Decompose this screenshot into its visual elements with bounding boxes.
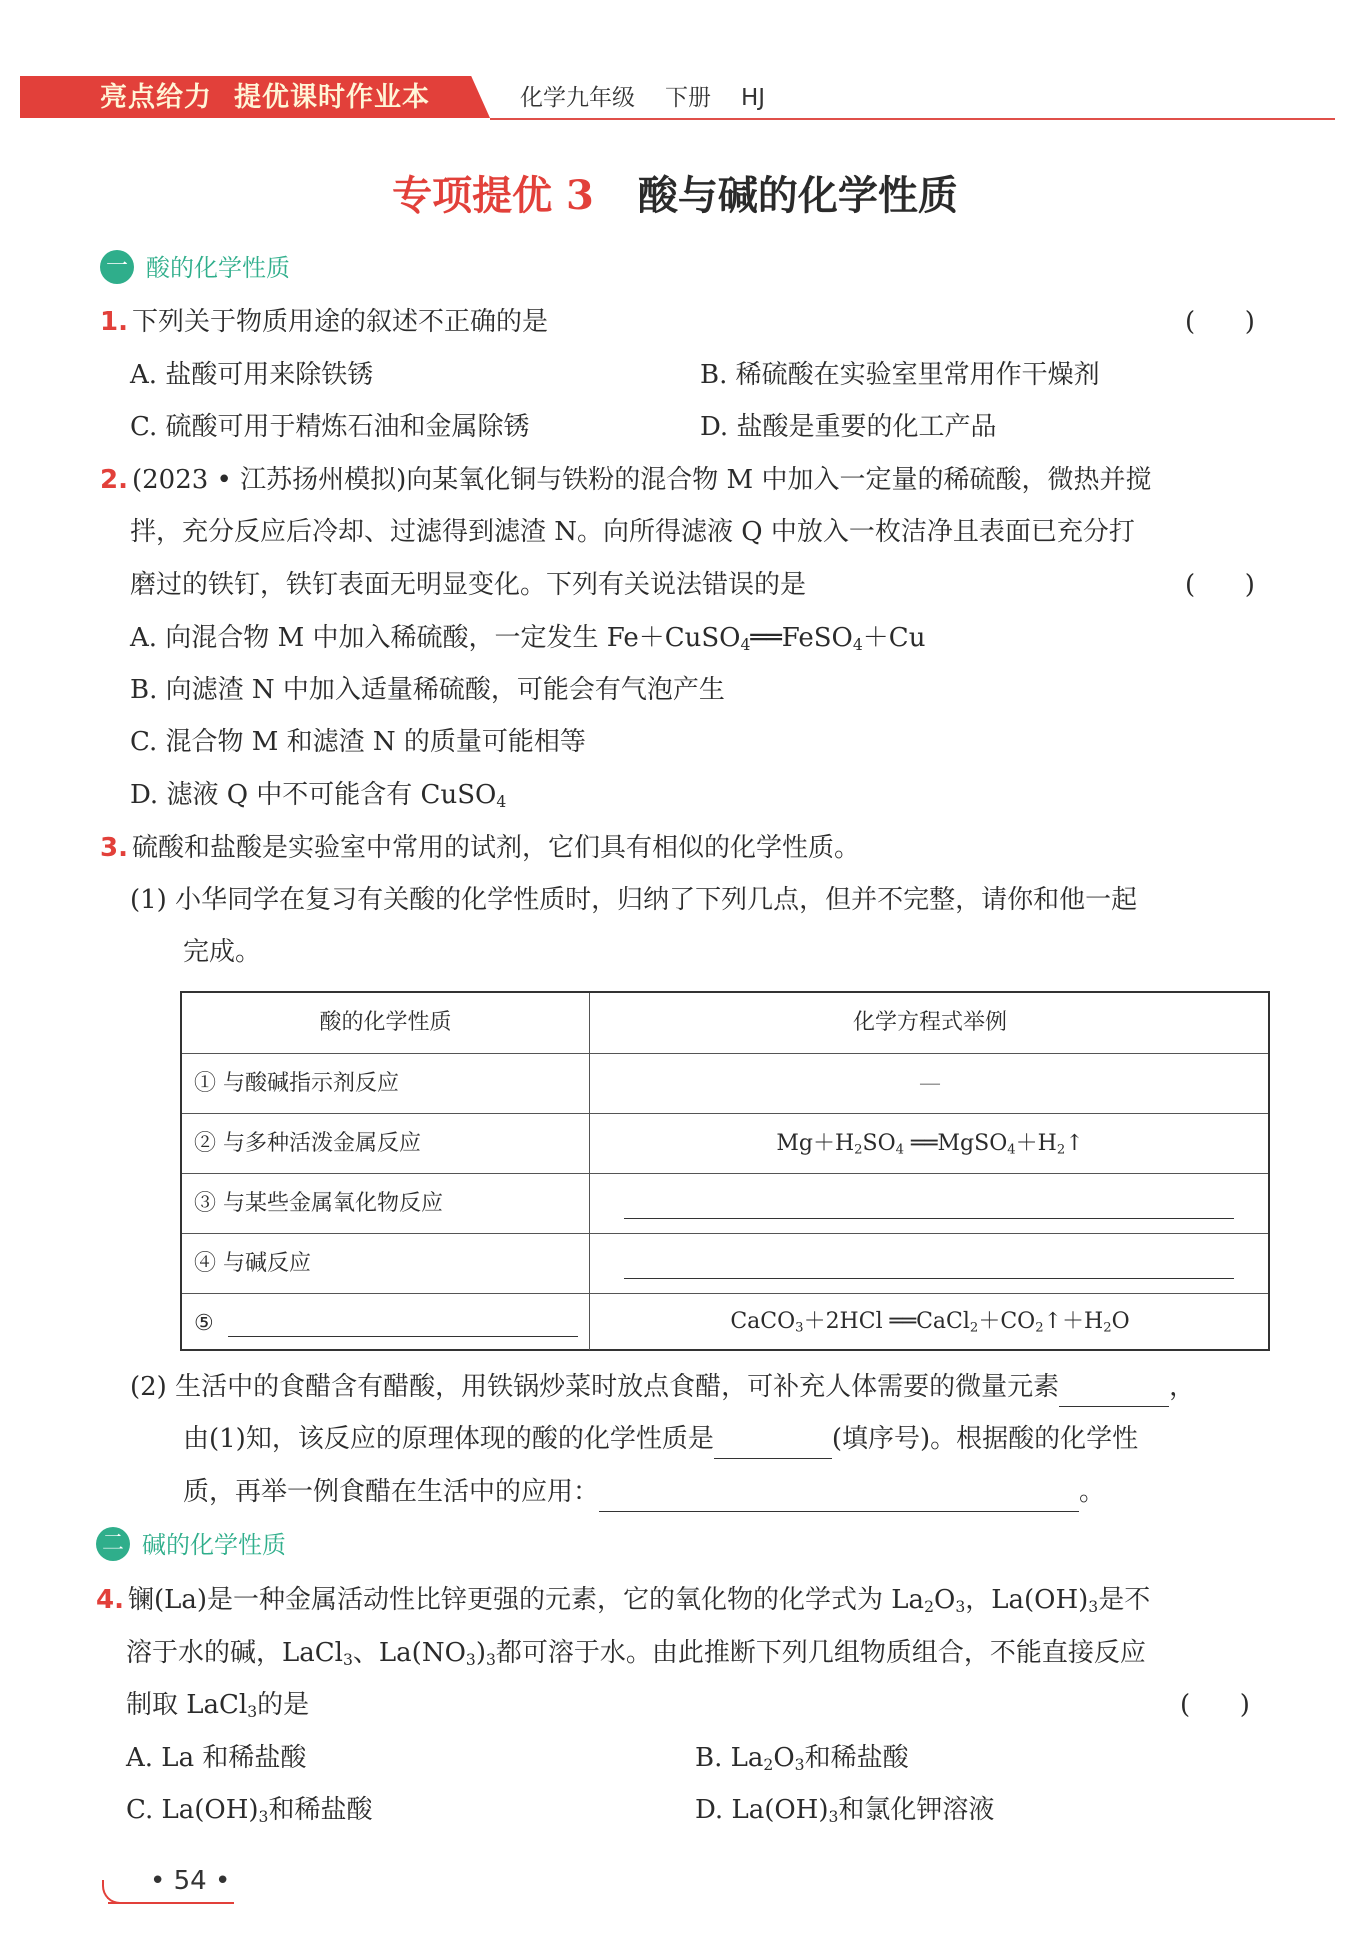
eq-part: O	[1111, 1309, 1130, 1334]
section-heading-acid	[100, 250, 290, 286]
question-1-stem	[100, 302, 548, 342]
page-title	[0, 164, 1350, 221]
page-number: • 54 •	[150, 1866, 231, 1896]
subscript: 2	[924, 1597, 934, 1616]
option-text: O	[773, 1743, 795, 1773]
question-text: (2) 生活中的食醋含有醋酸，用铁锅炒菜时放点食醋，可补充人体需要的微量元素	[130, 1372, 1060, 1402]
section-label: 碱的化学性质	[142, 1531, 286, 1559]
subscript: 3	[828, 1807, 839, 1826]
subscript: 3	[1088, 1597, 1099, 1616]
question-text: 由(1)知，该反应的原理体现的酸的化学性质是	[183, 1424, 714, 1454]
table-cell: ② 与多种活泼金属反应	[182, 1114, 590, 1174]
punctuation: ，	[1169, 1372, 1196, 1402]
acid-properties-table	[180, 991, 1270, 1351]
subscript: 4	[740, 635, 751, 654]
edition-label: HJ	[741, 85, 766, 111]
header-series	[100, 80, 430, 116]
answer-blank[interactable]	[599, 1483, 1079, 1512]
answer-blank[interactable]	[624, 1278, 1234, 1279]
table-header-cell: 化学方程式举例	[852, 1010, 1007, 1035]
book-name: 提优课时作业本	[234, 82, 430, 113]
question-number: 1.	[100, 307, 128, 337]
subject-label: 化学九年级	[520, 85, 635, 111]
eq-part: ＋CO	[978, 1309, 1036, 1334]
page-number-ornament	[102, 1880, 132, 1904]
answer-parenthesis[interactable]: ( )	[1185, 307, 1255, 337]
sub-question-1-line-2: 完成。	[183, 937, 262, 967]
question-text: ，La(OH)	[965, 1585, 1089, 1615]
table-row	[182, 1053, 1268, 1113]
question-text: 下列关于物质用途的叙述不正确的是	[131, 307, 548, 337]
question-text: O	[933, 1585, 956, 1615]
question-number: 4.	[96, 1585, 124, 1615]
option-text: A. 向混合物 M 中加入稀硫酸，一定发生 Fe＋CuSO	[130, 623, 741, 653]
sub-question-2-line-1	[130, 1367, 1195, 1407]
question-2-line-1	[100, 460, 1151, 500]
option-text: ══FeSO	[750, 623, 853, 653]
section-number-badge: 二	[96, 1527, 130, 1561]
question-4-line-3	[126, 1685, 309, 1725]
option-b[interactable]: B. 稀硫酸在实验室里常用作干燥剂	[700, 360, 1100, 390]
question-text: (填序号)。根据酸的化学性	[831, 1424, 1139, 1454]
option-text: D. 滤液 Q 中不可能含有 CuSO	[130, 780, 497, 810]
question-text: (2023 • 江苏扬州模拟)向某氧化铜与铁粉的混合物 M 中加入一定量的稀硫酸，微热并搅	[131, 465, 1152, 495]
question-2-line-2: 拌，充分反应后冷却、过滤得到滤渣 N。向所得滤液 Q 中放入一枚洁净且表面已充分打	[130, 517, 1135, 547]
title-main: 酸与碱的化学性质	[637, 172, 958, 219]
eq-part: SO	[862, 1131, 896, 1156]
subscript: 2	[1056, 1142, 1066, 1158]
section-label: 酸的化学性质	[146, 254, 290, 282]
table-cell-equation	[590, 1114, 1270, 1174]
eq-part: ══MgSO	[904, 1131, 1008, 1156]
sub-question-1-line-1: (1) 小华同学在复习有关酸的化学性质时，归纳了下列几点，但并不完整，请你和他一起	[130, 885, 1138, 915]
table-cell: ① 与酸碱指示剂反应	[182, 1054, 590, 1114]
option-b[interactable]: B. 向滤渣 N 中加入适量稀硫酸，可能会有气泡产生	[130, 675, 725, 705]
question-text: 、La(NO	[352, 1638, 466, 1668]
table-cell: ⑤	[182, 1294, 590, 1350]
subscript: 3	[794, 1755, 805, 1774]
eq-part: ＋2HCl ══CaCl	[803, 1309, 970, 1334]
subscript: 2	[854, 1142, 863, 1158]
subscript: 3	[485, 1650, 496, 1669]
punctuation: 。	[1079, 1477, 1106, 1507]
question-text: 质，再举一例食醋在生活中的应用：	[183, 1477, 600, 1507]
table-row	[182, 1293, 1268, 1349]
question-text: 溶于水的碱，LaCl	[126, 1638, 343, 1668]
table-cell: ④ 与碱反应	[182, 1234, 590, 1294]
subscript: 2	[969, 1320, 979, 1336]
series-name: 亮点给力	[100, 82, 212, 113]
table-header-cell: 酸的化学性质	[182, 993, 590, 1053]
question-number: 2.	[100, 465, 128, 495]
subscript: 3	[465, 1650, 476, 1669]
option-d[interactable]	[695, 1790, 994, 1830]
option-d[interactable]	[130, 775, 506, 815]
header-rule	[490, 118, 1335, 120]
subscript: 3	[247, 1702, 258, 1721]
option-c[interactable]: C. 硫酸可用于精炼石油和金属除锈	[130, 412, 530, 442]
volume-label: 下册	[665, 85, 711, 111]
eq-part: CaCO	[730, 1309, 796, 1334]
question-4-line-1	[96, 1580, 1150, 1620]
question-4-line-2	[126, 1633, 1146, 1673]
question-text: 都可溶于水。由此推断下列几组物质组合，不能直接反应	[495, 1638, 1146, 1668]
option-a[interactable]: A. 盐酸可用来除铁锈	[130, 360, 374, 390]
option-text: ＋Cu	[862, 623, 926, 653]
option-text: B. La	[695, 1743, 764, 1773]
question-text: 镧(La)是一种金属活动性比锌更强的元素，它的氧化物的化学式为 La	[127, 1585, 925, 1615]
subscript: 3	[795, 1320, 804, 1336]
subscript: 2	[1103, 1320, 1112, 1336]
eq-part: Mg＋H	[776, 1131, 855, 1156]
subscript: 3	[955, 1597, 966, 1616]
table-cell-equation	[590, 1294, 1270, 1350]
header-info	[520, 80, 795, 116]
question-text: 制取 LaCl	[126, 1690, 248, 1720]
question-2-line-3: 磨过的铁钉，铁钉表面无明显变化。下列有关说法错误的是	[130, 570, 807, 600]
sub-question-2-line-3	[183, 1472, 1105, 1512]
subscript: 3	[258, 1807, 269, 1826]
subscript: 4	[852, 635, 863, 654]
answer-parenthesis[interactable]: ( )	[1180, 1690, 1250, 1720]
subscript: 4	[496, 792, 507, 811]
question-text: 硫酸和盐酸是实验室中常用的试剂，它们具有相似的化学性质。	[131, 833, 860, 863]
answer-blank[interactable]	[714, 1430, 832, 1459]
section-number-badge: 一	[100, 250, 134, 284]
table-row	[182, 1173, 1268, 1233]
section-heading-base	[96, 1527, 286, 1563]
table-row	[182, 1233, 1268, 1293]
option-c[interactable]: C. 混合物 M 和滤渣 N 的质量可能相等	[130, 727, 586, 757]
subscript: 4	[1007, 1142, 1016, 1158]
answer-blank[interactable]	[1059, 1378, 1169, 1407]
question-text: 的是	[257, 1690, 310, 1720]
eq-part: ↑＋H	[1043, 1309, 1104, 1334]
option-text: 和稀盐酸	[268, 1795, 373, 1825]
option-a[interactable]	[130, 618, 925, 658]
question-3-stem	[100, 828, 860, 868]
subscript: 2	[1035, 1320, 1044, 1336]
option-a[interactable]: A. La 和稀盐酸	[126, 1743, 307, 1773]
answer-blank[interactable]	[624, 1218, 1234, 1219]
eq-part: ＋H	[1015, 1131, 1057, 1156]
question-text: 是不	[1098, 1585, 1151, 1615]
table-cell: ③ 与某些金属氧化物反应	[182, 1174, 590, 1234]
sub-question-2-line-2	[183, 1419, 1138, 1459]
answer-blank[interactable]	[228, 1336, 578, 1337]
option-c[interactable]	[126, 1790, 372, 1830]
option-text: D. La(OH)	[695, 1795, 829, 1825]
gas-arrow: ↑	[1065, 1131, 1084, 1156]
table-header-row	[182, 993, 1268, 1053]
option-d[interactable]: D. 盐酸是重要的化工产品	[700, 412, 997, 442]
option-b[interactable]	[695, 1738, 909, 1778]
option-text: 和稀盐酸	[804, 1743, 909, 1773]
option-text: C. La(OH)	[126, 1795, 259, 1825]
question-number: 3.	[100, 833, 128, 863]
option-text: 和氯化钾溶液	[838, 1795, 995, 1825]
table-row	[182, 1113, 1268, 1173]
page-number-rule	[108, 1902, 234, 1904]
subscript: 3	[342, 1650, 353, 1669]
subscript: 2	[763, 1755, 774, 1774]
question-text: )	[475, 1638, 486, 1668]
table-cell: —	[919, 1071, 941, 1096]
title-prefix: 专项提优 3	[392, 172, 594, 219]
answer-parenthesis[interactable]: ( )	[1185, 570, 1255, 600]
subscript: 4	[895, 1142, 905, 1158]
